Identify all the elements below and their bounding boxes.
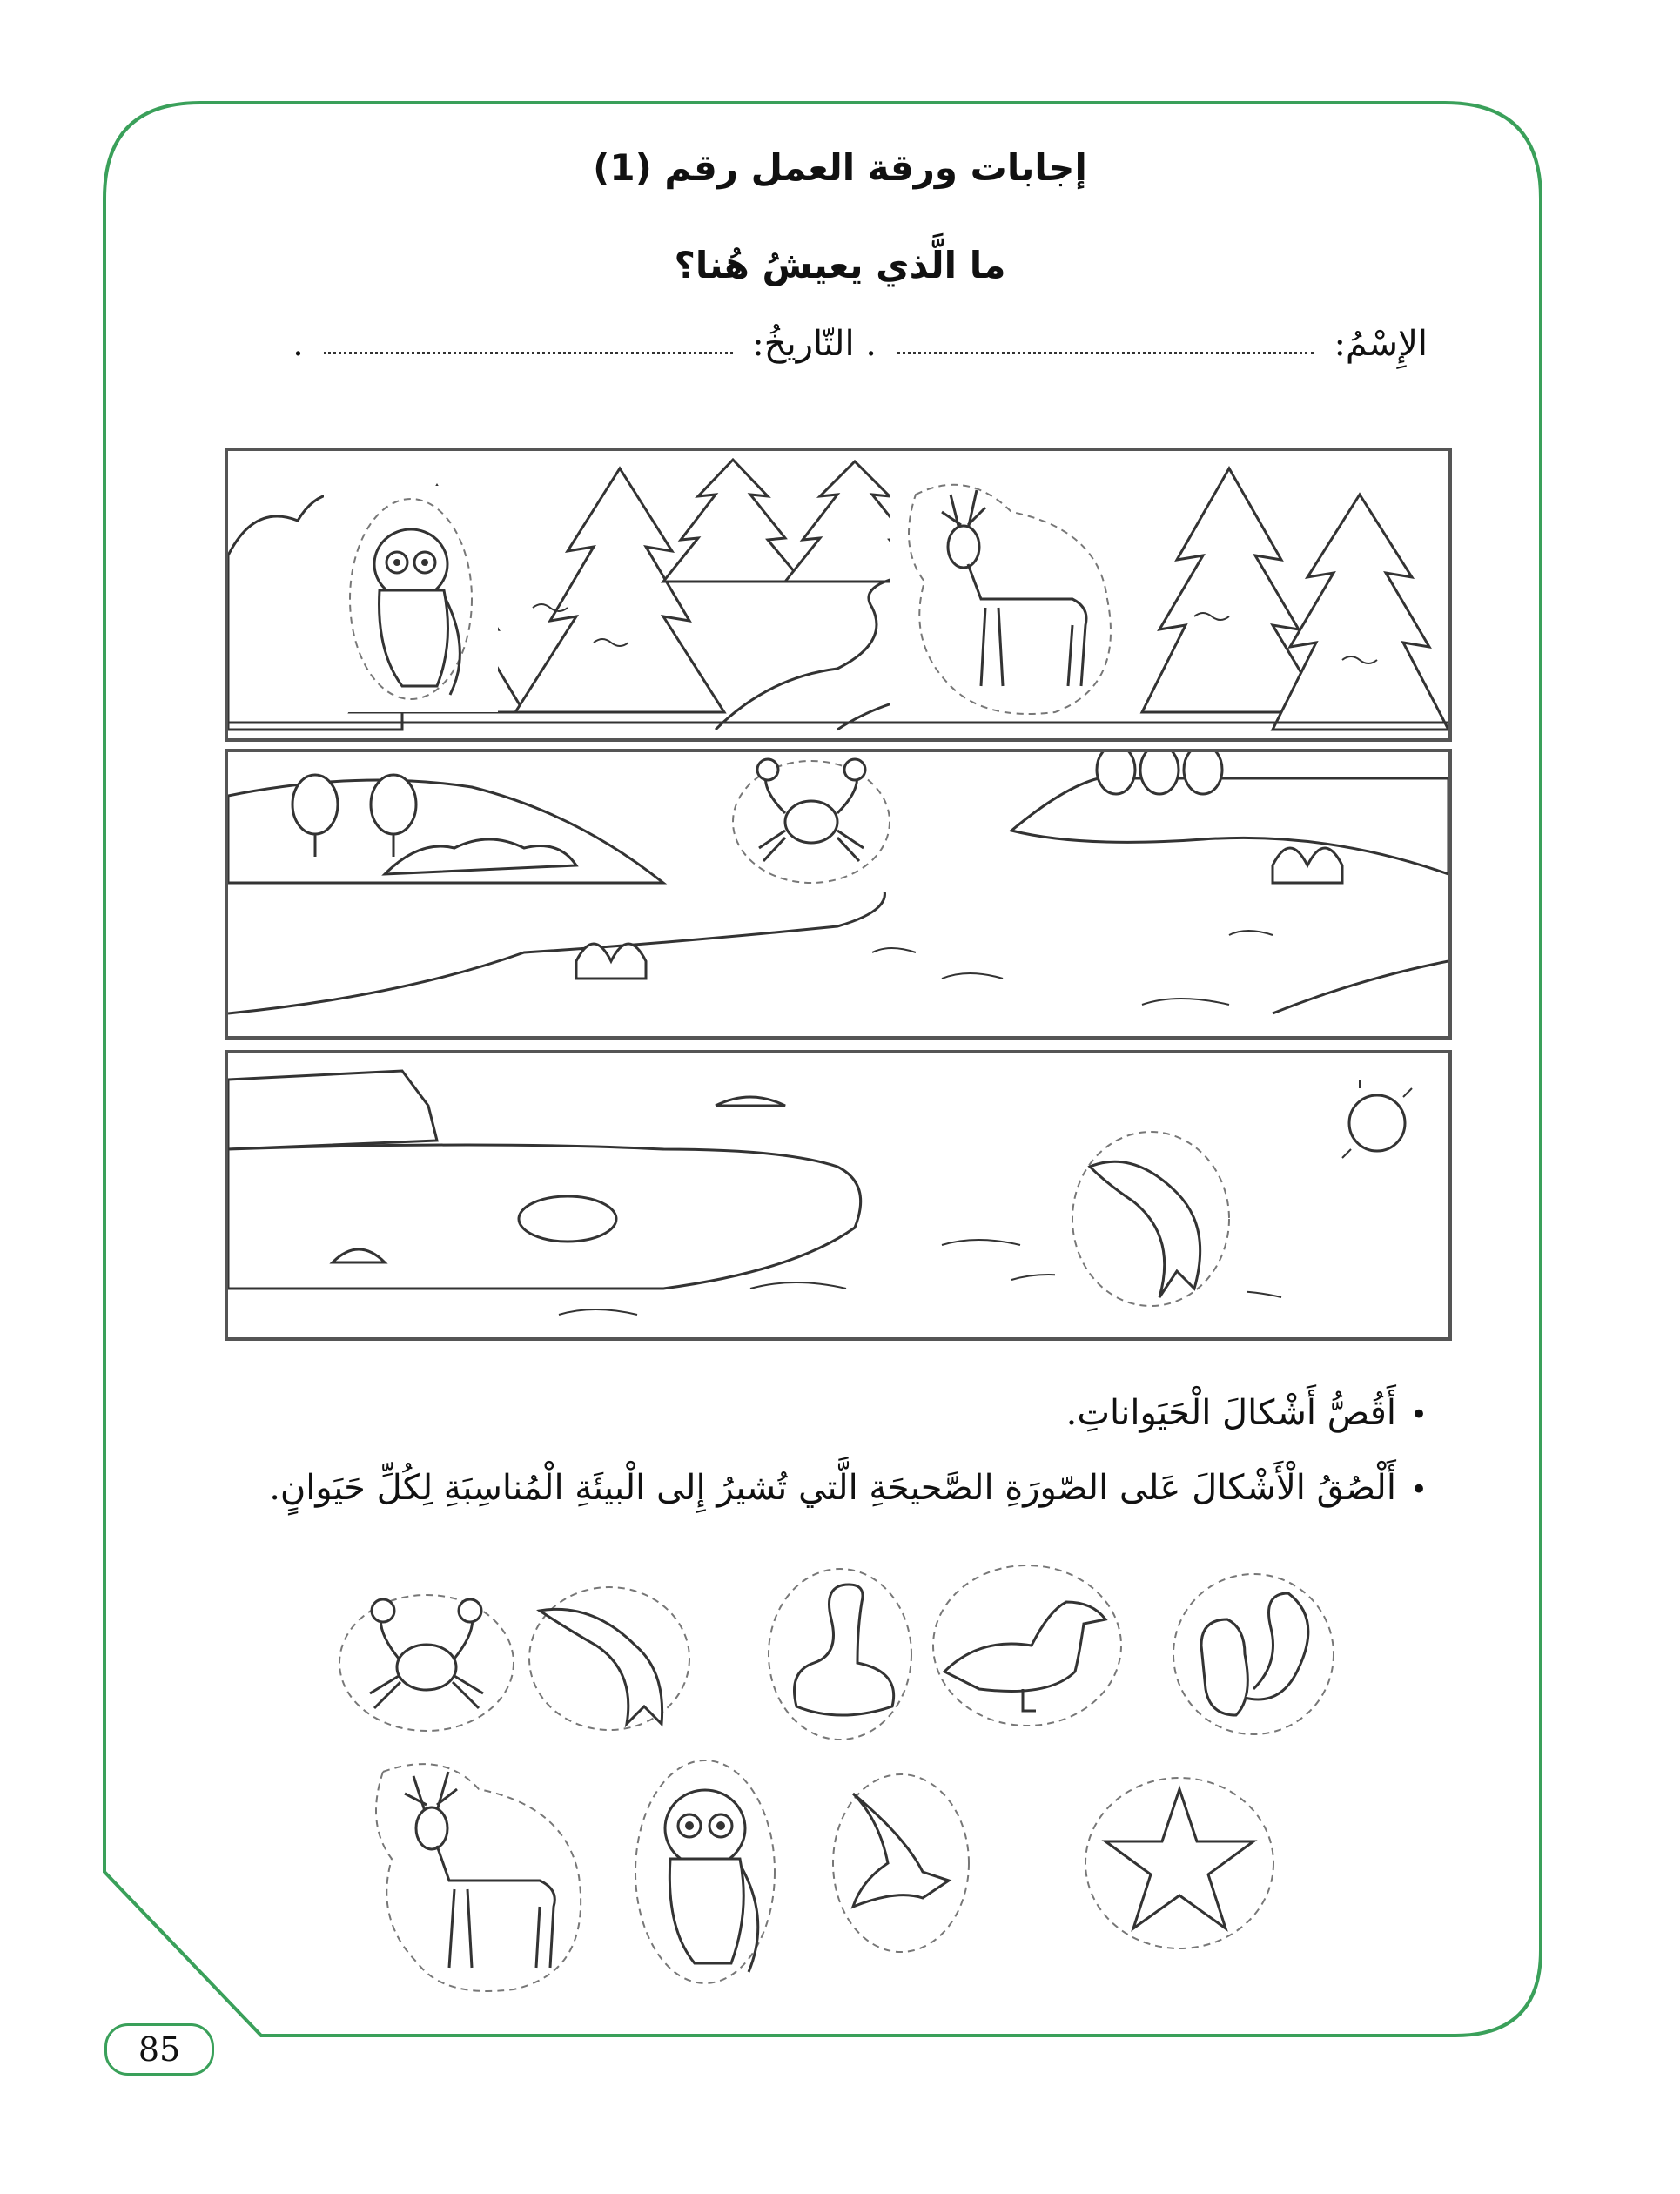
crab-icon[interactable] [331,1585,522,1741]
seagull-icon[interactable] [827,1767,975,1959]
sea-scene [225,1050,1452,1341]
dolphin-icon[interactable] [522,1576,696,1741]
forest-scene [225,448,1452,742]
starfish-icon[interactable] [1079,1772,1280,1955]
bullet: • [1409,1472,1428,1507]
line-end: . [292,324,304,364]
instruction-1 [1066,1393,1428,1433]
duck-icon[interactable] [927,1558,1127,1733]
instruction-2 [269,1468,1428,1508]
instruction-text: أَقُصُّ أَشْكالَ الْحَيَواناتِ. [1065,1393,1396,1433]
bullet: • [1409,1397,1428,1432]
instruction-text: أَلْصُقُ الْأَشْكالَ عَلى الصّورَةِ الصَّحيحَةِ الَّتي تُشيرُ إِلى الْبيئَةِ الْمُناسِبَةِ لِكُلِّ حَيَوانٍ. [269,1468,1396,1508]
squirrel-icon[interactable] [1166,1567,1341,1741]
swan-icon[interactable] [762,1558,918,1741]
name-date-line [292,324,1428,364]
worksheet-title: إجابات ورقة العمل رقم (1) [593,146,1087,189]
pond-scene [225,749,1452,1040]
crab-icon [716,752,907,892]
dolphin-icon [1055,1123,1247,1315]
page-number: 85 [104,2023,214,2076]
owl-icon [324,486,498,712]
deer-icon [890,468,1133,721]
owl-icon[interactable] [627,1754,783,1989]
date-field[interactable] [324,340,733,354]
worksheet-subtitle: ما الَّذي يعيشُ هُنا؟ [674,244,1006,286]
name-field[interactable] [897,340,1314,354]
date-label: . التّاريخُ: [752,324,877,364]
name-label: الإِسْمُ: [1334,324,1428,364]
deer-icon[interactable] [366,1754,592,1998]
